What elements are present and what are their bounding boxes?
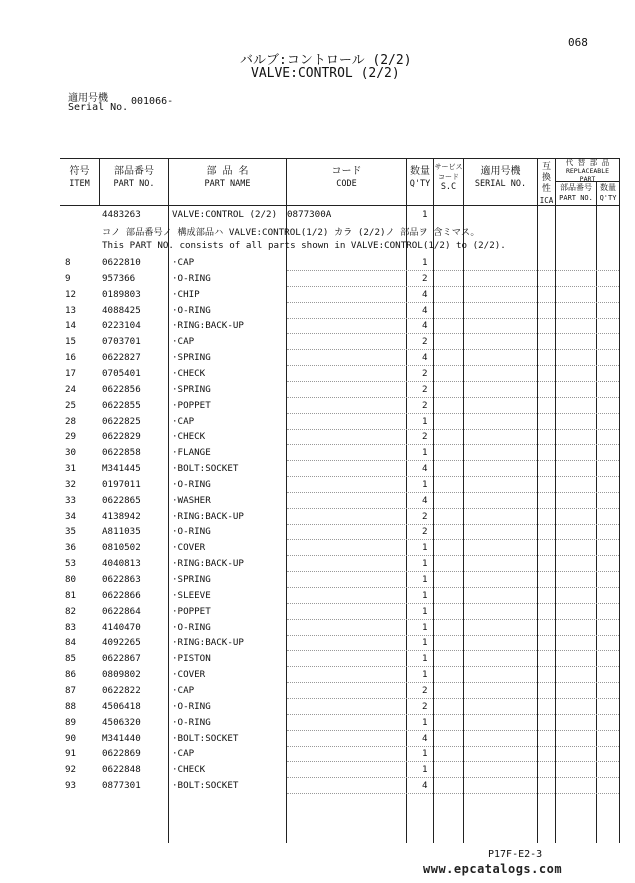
note-row [0,222,635,238]
part-number: 4092265 [102,637,141,649]
item-number: 88 [65,700,77,712]
part-name: ·SPRING [172,383,211,395]
part-number: 0622855 [102,399,141,411]
quantity: 2 [422,684,428,696]
row-separator [287,619,619,620]
table-row [0,303,635,319]
quantity: 1 [422,764,428,776]
row-separator [287,603,619,604]
title-english: VALVE:CONTROL (2/2) [251,66,400,81]
row-separator [287,587,619,588]
header-serial-no: 適用号機 SERIAL NO. [474,166,527,189]
quantity: 2 [422,272,428,284]
quantity: 4 [422,320,428,332]
header-item: 符号 ITEM [69,166,90,189]
part-name: ·O-RING [172,716,211,728]
part-name: ·SLEEVE [172,589,211,601]
table-row [0,699,635,715]
part-name: ·RING:BACK-UP [172,637,244,649]
table-row [0,350,635,366]
quantity: 1 [422,558,428,570]
part-name: ·CHECK [172,431,206,443]
row-separator [287,381,619,382]
table-row [0,667,635,683]
item-number: 53 [65,558,77,570]
quantity: 1 [422,621,428,633]
part-name: ·SPRING [172,574,211,585]
part-number: 0189803 [102,288,141,300]
item-number: 35 [65,526,77,538]
part-number: 4138942 [102,510,141,522]
quantity: 4 [422,780,428,792]
table-row [0,572,635,588]
row-separator [287,413,619,414]
header-service-code: サービス コード S.C [434,163,463,192]
table-row [0,334,635,350]
row-separator [287,571,619,572]
part-number: 4088425 [102,304,141,316]
quantity: 1 [422,605,428,617]
table-row [0,477,635,493]
table-row [0,509,635,525]
part-number: 0622825 [102,415,141,427]
item-number: 12 [65,288,77,300]
table-row [0,445,635,461]
table-row [0,604,635,620]
table-top-border [60,158,620,159]
item-number: 29 [65,431,77,443]
part-number: 4040813 [102,558,141,570]
note-row [0,238,635,254]
part-number: 0622864 [102,605,141,617]
row-separator [287,650,619,651]
quantity: 1 [422,589,428,601]
item-number: 25 [65,399,77,411]
quantity: 1 [422,637,428,649]
quantity: 2 [422,700,428,712]
row-separator [287,476,619,477]
item-number: 86 [65,669,77,681]
header-code: コード CODE [331,166,362,189]
part-name: ·CAP [172,684,195,696]
part-number: 0622856 [102,383,141,395]
row-separator [287,698,619,699]
quantity: 4 [422,304,428,316]
part-name: ·COVER [172,542,206,554]
table-row [0,461,635,477]
row-separator [287,444,619,445]
item-number: 93 [65,780,77,792]
table-row [0,271,635,287]
item-number: 89 [65,716,77,728]
table-row [0,588,635,604]
part-name: ·BOLT:SOCKET [172,463,239,475]
item-number: 36 [65,542,77,554]
table-row [0,255,635,271]
part-number: 0622848 [102,764,141,776]
part-number: 957366 [102,272,136,284]
part-name: ·O-RING [172,272,211,284]
table-row [0,207,635,223]
item-number: 82 [65,605,77,617]
row-separator [287,349,619,350]
part-name: ·RING:BACK-UP [172,558,244,570]
part-number: 0622865 [102,494,141,506]
part-name: ·BOLT:SOCKET [172,732,239,744]
part-code: 0877300A [287,209,332,220]
table-row [0,493,635,509]
part-name: ·CAP [172,257,195,268]
quantity: 4 [422,352,428,364]
item-number: 90 [65,732,77,744]
header-replaceable-part-no: 部品番号 PART NO. [559,183,593,202]
part-name: ·O-RING [172,700,211,712]
row-separator [287,492,619,493]
part-number: 0223104 [102,320,141,332]
table-row [0,414,635,430]
part-number: 0622829 [102,431,141,443]
part-number: 0703701 [102,336,141,348]
part-name: ·WASHER [172,494,211,506]
row-separator [287,746,619,747]
quantity: 2 [422,510,428,522]
item-number: 17 [65,367,77,379]
header-qty: 数量 Q'TY [409,166,431,189]
table-row [0,762,635,778]
page-number: 068 [568,36,588,49]
part-number: 0810502 [102,542,141,554]
footer-page-code: P17F-E2-3 [488,849,543,860]
item-number: 84 [65,637,77,649]
serial-label-english: Serial No. [68,102,129,113]
row-separator [287,302,619,303]
row-separator [287,730,619,731]
row-separator [287,270,619,271]
quantity: 1 [422,209,428,220]
row-separator [287,429,619,430]
serial-label-japanese: 適用号機 [68,93,108,104]
row-separator [287,635,619,636]
table-row [0,746,635,762]
quantity: 2 [422,399,428,411]
part-name: ·PISTON [172,653,211,665]
item-number: 80 [65,574,77,585]
table-row [0,715,635,731]
quantity: 4 [422,494,428,506]
item-number: 91 [65,748,77,760]
table-row [0,556,635,572]
table-row [0,683,635,699]
item-number: 16 [65,352,77,364]
part-number: 0622810 [102,257,141,268]
part-name: ·COVER [172,669,206,681]
part-number: 4483263 [102,209,141,220]
row-separator [287,539,619,540]
quantity: 1 [422,574,428,585]
quantity: 4 [422,463,428,475]
quantity: 2 [422,383,428,395]
part-number: 0197011 [102,478,141,490]
quantity: 1 [422,415,428,427]
item-number: 34 [65,510,77,522]
row-separator [287,761,619,762]
part-name: ·O-RING [172,304,211,316]
part-number: 0705401 [102,367,141,379]
part-name: ·CHECK [172,764,206,776]
part-number: 0622827 [102,352,141,364]
item-number: 32 [65,478,77,490]
part-name: ·O-RING [172,478,211,490]
table-row [0,540,635,556]
part-name: ·POPPET [172,399,211,411]
item-number: 13 [65,304,77,316]
table-row [0,731,635,747]
table-row [0,635,635,651]
header-part-name: 部 品 名 PART NAME [204,166,251,189]
note-japanese: コノ 部品番号ノ 構成部品ハ VALVE:CONTROL(1/2) カラ (2/2)ノ 部品ヲ 含ミマス。 [102,227,480,238]
row-separator [287,777,619,778]
part-name: ·CHECK [172,367,206,379]
quantity: 1 [422,669,428,681]
row-separator [287,555,619,556]
part-name: ·BOLT:SOCKET [172,780,239,792]
row-separator [287,318,619,319]
row-separator [287,397,619,398]
item-number: 28 [65,415,77,427]
quantity: 1 [422,542,428,554]
part-name: ·SPRING [172,352,211,364]
part-number: 0622866 [102,589,141,601]
row-separator [287,666,619,667]
table-row [0,382,635,398]
quantity: 1 [422,653,428,665]
quantity: 1 [422,257,428,268]
header-replaceable-qty: 数量 Q'TY [599,183,617,202]
item-number: 30 [65,447,77,459]
table-row [0,366,635,382]
row-separator [287,286,619,287]
part-name: ·CHIP [172,288,200,300]
table-row [0,287,635,303]
row-separator [287,524,619,525]
quantity: 1 [422,447,428,459]
item-number: 92 [65,764,77,776]
row-separator [287,365,619,366]
table-row [0,429,635,445]
part-number: 0877301 [102,780,141,792]
quantity: 2 [422,367,428,379]
part-number: 0622858 [102,447,141,459]
item-number: 31 [65,463,77,475]
part-number: 4506418 [102,700,141,712]
row-separator [287,682,619,683]
part-name: ·FLANGE [172,447,211,459]
table-row [0,651,635,667]
part-number: 4140470 [102,621,141,633]
part-name: ·RING:BACK-UP [172,320,244,332]
quantity: 4 [422,288,428,300]
part-number: 0622863 [102,574,141,585]
header-interchangeability: 互換性 ICA [539,162,554,205]
quantity: 2 [422,431,428,443]
part-number: A811035 [102,526,141,538]
item-number: 9 [65,272,71,284]
item-number: 85 [65,653,77,665]
part-number: 0622822 [102,684,141,696]
serial-value: 001066- [131,96,174,107]
table-header-bottom-border [60,205,620,206]
header-replaceable-part: 代 替 部 品 REPLACEABLE PART [565,158,610,183]
part-name: VALVE:CONTROL (2/2) [172,209,278,220]
quantity: 2 [422,336,428,348]
table-row [0,398,635,414]
part-name: ·O-RING [172,526,211,538]
table-row [0,524,635,540]
item-number: 33 [65,494,77,506]
part-name: ·CAP [172,336,195,348]
row-separator [287,460,619,461]
quantity: 4 [422,732,428,744]
part-name: ·CAP [172,748,195,760]
quantity: 1 [422,478,428,490]
part-number: 4506320 [102,716,141,728]
row-separator [287,508,619,509]
quantity: 2 [422,526,428,538]
item-number: 8 [65,257,71,268]
item-number: 81 [65,589,77,601]
part-number: 0809802 [102,669,141,681]
part-name: ·O-RING [172,621,211,633]
item-number: 14 [65,320,77,332]
title-japanese: バルブ:コントロール (2/2) [240,53,412,68]
header-part-no: 部品番号 PART NO. [113,166,155,189]
table-row [0,620,635,636]
row-separator [287,333,619,334]
quantity: 1 [422,748,428,760]
part-number: M341445 [102,463,141,475]
quantity: 1 [422,716,428,728]
part-number: M341440 [102,732,141,744]
part-name: ·RING:BACK-UP [172,510,244,522]
part-number: 0622869 [102,748,141,760]
part-name: ·POPPET [172,605,211,617]
item-number: 87 [65,684,77,696]
table-row [0,778,635,794]
note-english: This PART NO. consists of all parts shown in VALVE:CONTROL(1/2) to (2/2). [102,240,506,251]
watermark: www.epcatalogs.com [423,862,563,876]
item-number: 24 [65,383,77,395]
row-separator [287,714,619,715]
item-number: 83 [65,621,77,633]
table-row [0,318,635,334]
row-separator [287,793,619,794]
part-number: 0622867 [102,653,141,665]
part-name: ·CAP [172,415,195,427]
item-number: 15 [65,336,77,348]
